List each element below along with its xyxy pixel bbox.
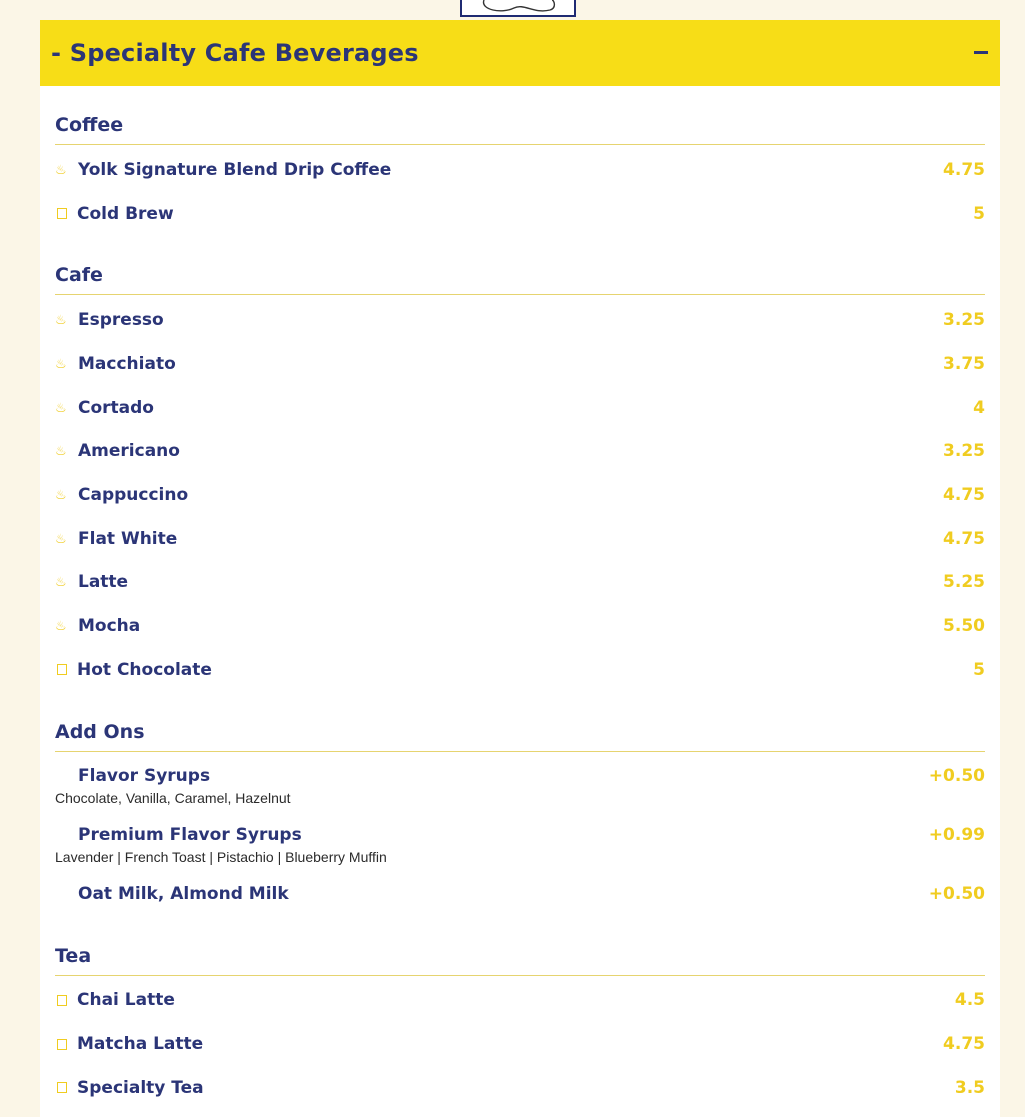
- menu-item-left: [55, 310, 164, 330]
- menu-item-price: +0.99: [928, 825, 985, 846]
- menu-item-name: Oat Milk, Almond Milk: [78, 883, 289, 904]
- menu-section: [55, 692, 985, 916]
- hot-cup-icon: ♨: [55, 486, 67, 502]
- menu-item-left: [55, 354, 176, 374]
- menu-item-left: [55, 441, 180, 461]
- section-title: Coffee: [55, 86, 985, 145]
- menu-item-left: [55, 160, 391, 180]
- box-icon: [57, 664, 67, 675]
- hot-cup-icon: ♨: [55, 399, 67, 415]
- menu-item-left: [55, 884, 289, 904]
- menu-item-left: [55, 572, 128, 592]
- hot-cup-icon: ♨: [55, 530, 67, 546]
- menu-item-description: Lavender | French Toast | Pistachio | Blueberry Muffin: [55, 848, 387, 865]
- menu-item-name: Americano: [78, 441, 180, 462]
- menu-item-price: 4.75: [943, 159, 985, 180]
- menu-item-left: [55, 398, 154, 418]
- menu-item-price: 5: [973, 203, 985, 224]
- menu-item-price: 5.50: [943, 616, 985, 637]
- specialty-beverages-accordion: [40, 20, 1000, 1117]
- accordion-title: - Specialty Cafe Beverages: [51, 39, 419, 67]
- collapse-icon[interactable]: [974, 46, 988, 60]
- menu-item[interactable]: [55, 648, 985, 692]
- menu-body: [40, 86, 1000, 1110]
- menu-item-price: 3.25: [943, 441, 985, 462]
- menu-item-left: [55, 204, 174, 224]
- menu-item-name: Matcha Latte: [77, 1034, 204, 1055]
- menu-item-price: +0.50: [928, 883, 985, 904]
- accordion-header[interactable]: [40, 20, 1000, 86]
- menu-item-price: 3.25: [943, 310, 985, 331]
- hot-cup-icon: ♨: [55, 355, 67, 371]
- menu-section: [55, 86, 985, 235]
- menu-item[interactable]: [55, 298, 985, 342]
- menu-item-name: Espresso: [78, 310, 164, 331]
- menu-item[interactable]: [55, 192, 985, 236]
- menu-item-left: [55, 1078, 204, 1098]
- menu-item-name: Chai Latte: [77, 990, 175, 1011]
- box-icon: [57, 995, 67, 1006]
- menu-item-price: 5: [973, 659, 985, 680]
- menu-item-name: Macchiato: [78, 353, 176, 374]
- menu-item-name: Cappuccino: [78, 484, 189, 505]
- menu-item[interactable]: [55, 872, 985, 916]
- menu-item-name: Flavor Syrups: [78, 766, 211, 787]
- menu-item[interactable]: [55, 979, 985, 1023]
- menu-item-price: +0.50: [928, 766, 985, 787]
- box-icon: [57, 1082, 67, 1093]
- menu-item-name: Mocha: [78, 616, 141, 637]
- menu-item[interactable]: [55, 386, 985, 430]
- hot-cup-icon: ♨: [55, 574, 67, 590]
- section-title: Add Ons: [55, 692, 985, 752]
- menu-item-left: [55, 529, 177, 549]
- menu-item-left: [55, 616, 140, 636]
- menu-item[interactable]: [55, 1022, 985, 1066]
- menu-item-name: Yolk Signature Blend Drip Coffee: [78, 159, 392, 180]
- menu-item[interactable]: [55, 604, 985, 648]
- section-title: Tea: [55, 916, 985, 976]
- menu-item-left: [55, 766, 210, 786]
- menu-item-price: 5.25: [943, 572, 985, 593]
- logo-graphic: [462, 0, 574, 15]
- menu-item[interactable]: [55, 148, 985, 192]
- menu-item-left: [55, 485, 188, 505]
- menu-item-description: Chocolate, Vanilla, Caramel, Hazelnut: [55, 790, 291, 807]
- logo[interactable]: [460, 0, 576, 17]
- menu-item[interactable]: [55, 342, 985, 386]
- section-title: Cafe: [55, 235, 985, 295]
- menu-item-name: Premium Flavor Syrups: [78, 825, 302, 846]
- hot-cup-icon: ♨: [55, 312, 67, 328]
- menu-item-price: 4.75: [943, 528, 985, 549]
- menu-item[interactable]: [55, 561, 985, 605]
- menu-item-price: 4: [973, 397, 985, 418]
- menu-item-name: Cortado: [78, 397, 154, 418]
- menu-section: [55, 916, 985, 1110]
- menu-item[interactable]: [55, 429, 985, 473]
- menu-item-name: Hot Chocolate: [77, 659, 212, 680]
- menu-item-price: 4.75: [943, 1034, 985, 1055]
- menu-item-left: [55, 660, 212, 680]
- menu-item-name: Specialty Tea: [77, 1077, 204, 1098]
- menu-item-price: 3.5: [954, 1077, 985, 1098]
- menu-item-left: [55, 825, 302, 845]
- menu-item-name: Latte: [78, 572, 129, 593]
- box-icon: [57, 1039, 67, 1050]
- menu-item[interactable]: [55, 517, 985, 561]
- menu-item-left: [55, 1034, 203, 1054]
- menu-section: [55, 235, 985, 691]
- menu-item[interactable]: [55, 1066, 985, 1110]
- hot-cup-icon: ♨: [55, 161, 67, 177]
- hot-cup-icon: ♨: [55, 443, 67, 459]
- hot-cup-icon: ♨: [55, 618, 67, 634]
- menu-item-price: 4.5: [954, 990, 985, 1011]
- box-icon: [57, 208, 67, 219]
- menu-item-name: Flat White: [78, 528, 178, 549]
- menu-item[interactable]: [55, 473, 985, 517]
- menu-item-price: 4.75: [943, 484, 985, 505]
- menu-item-price: 3.75: [943, 353, 985, 374]
- menu-item-name: Cold Brew: [77, 203, 174, 224]
- menu-item-left: [55, 990, 175, 1010]
